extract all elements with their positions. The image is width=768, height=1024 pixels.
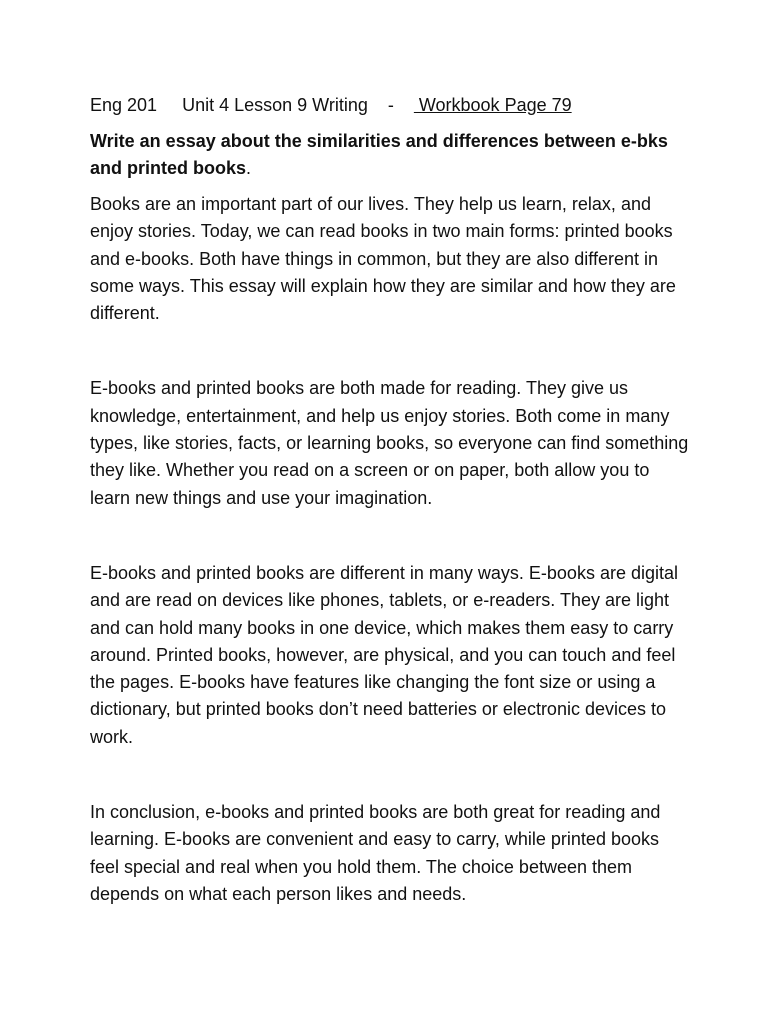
document-page — [90, 92, 690, 908]
essay-prompt — [90, 128, 690, 182]
essay-prompt-period: . — [246, 158, 252, 178]
document-header — [90, 92, 690, 118]
unit-lesson-title: Unit 4 Lesson 9 Writing — [182, 95, 368, 115]
essay-paragraph-differences: E-books and printed books are different in many ways. E-books are digital and are read on devices like phones, tablets, or e-readers. They are light and can hold many books in one device, which makes them easy to carry around. Printed books, however, are physical, and you can touch and feel the pages. E-books have features like changing the font size or using a dictionary, but printed books don’t need batteries or electronic devices to work. — [90, 562, 678, 747]
header-separator — [157, 95, 182, 115]
workbook-page-reference: Workbook Page 79 — [413, 95, 572, 115]
essay-paragraph-introduction: Books are an important part of our lives. They help us learn, relax, and enjoy stories. Today, we can read books in two main forms: printed books and e-books. Both have things in common, but they are also different in some ways. This essay will explain how they are similar and how they are different. — [90, 194, 676, 324]
header-dash: - — [367, 95, 414, 115]
essay-prompt-text: Write an essay about the similarities and differences between e-bks and printed books — [90, 131, 668, 178]
course-code: Eng 201 — [90, 95, 158, 115]
essay-paragraph-conclusion: In conclusion, e-books and printed books are both great for reading and learning. E-books are convenient and easy to carry, while printed books feel special and real when you hold them. The choice between them depends on what each person likes and needs. — [90, 802, 661, 904]
essay-paragraph-similarities: E-books and printed books are both made for reading. They give us knowledge, entertainment, and help us enjoy stories. Both come in many types, like stories, facts, or learning books, so everyone can find something they like. Whether you read on a screen or on paper, both allow you to learn new things and use your imagination. — [90, 378, 689, 508]
